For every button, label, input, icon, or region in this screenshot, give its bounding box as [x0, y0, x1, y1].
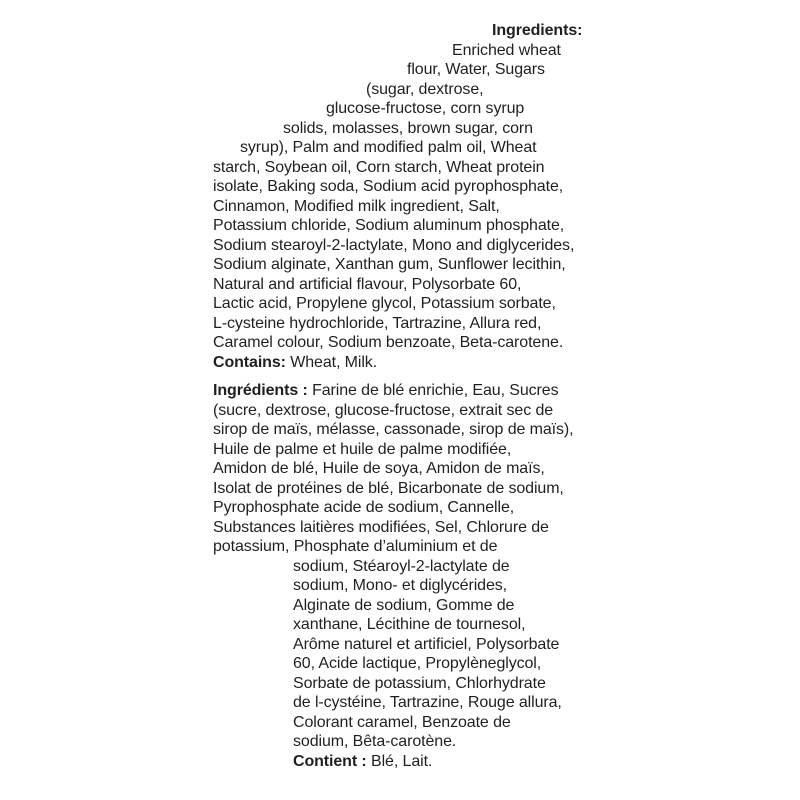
line-text: sodium, Stéaroyl-2-lactylate de [293, 557, 510, 575]
text-line-17 [213, 333, 582, 353]
text-line-3 [407, 60, 582, 80]
text-line-9 [213, 177, 582, 197]
text-line-25 [213, 498, 582, 518]
line-text: Sodium stearoyl-2-lactylate, Mono and diglycerides, [213, 236, 575, 254]
text-line-26 [213, 518, 582, 538]
line-text: Amidon de blé, Huile de soya, Amidon de maïs, [213, 460, 545, 477]
line-text: Substances laitières modifiées, Sel, Chlorure de [213, 518, 549, 536]
section-heading: Contient : [293, 752, 367, 770]
text-line-15 [213, 294, 582, 314]
line-text: Isolat de protéines de blé, Bicarbonate de sodium, [213, 479, 564, 497]
text-line-20 [213, 401, 582, 421]
text-line-21 [213, 420, 582, 440]
line-text: Lactic acid, Propylene glycol, Potassium sorbate, [213, 295, 556, 312]
text-line-12 [213, 236, 582, 256]
text-line-37 [293, 732, 582, 752]
text-line-2 [452, 41, 582, 61]
section-heading: Ingrédients : [213, 382, 308, 399]
text-line-31 [293, 615, 582, 635]
section-heading: Contains: [213, 353, 286, 371]
line-text: syrup), Palm and modified palm oil, Wheat [240, 139, 537, 156]
text-line-24 [213, 479, 582, 499]
line-text: xanthane, Lécithine de tournesol, [293, 616, 526, 633]
line-text: sodium, Mono- et diglycérides, [293, 577, 507, 594]
line-text: Wheat, Milk. [285, 353, 378, 371]
line-text: flour, Water, Sugars [407, 61, 545, 78]
line-text: (sugar, dextrose, [366, 80, 484, 98]
section-heading: Ingredients: [492, 22, 583, 39]
line-text: Caramel colour, Sodium benzoate, Beta-carotene. [213, 334, 564, 351]
text-line-14 [213, 275, 582, 295]
line-text: solids, molasses, brown sugar, corn [283, 119, 533, 137]
line-text: starch, Soybean oil, Corn starch, Wheat protein [213, 158, 545, 176]
line-text: 60, Acide lactique, Propylèneglycol, [293, 655, 542, 672]
line-text: sodium, Bêta-carotène. [293, 733, 457, 750]
text-line-19 [213, 381, 582, 401]
line-text: isolate, Baking soda, Sodium acid pyrophosphate, [213, 178, 564, 195]
line-text: Enriched wheat [452, 41, 561, 59]
line-text: Sodium alginate, Xanthan gum, Sunflower lecithin, [213, 256, 566, 273]
line-text: Blé, Lait. [366, 752, 433, 770]
text-line-5 [326, 99, 582, 119]
text-line-10 [213, 197, 582, 217]
text-line-28 [293, 557, 582, 577]
text-line-8 [213, 158, 582, 178]
text-line-16 [213, 314, 582, 334]
line-text: Colorant caramel, Benzoate de [293, 713, 511, 731]
text-line-23 [213, 459, 582, 479]
text-line-18 [213, 353, 582, 373]
text-line-34 [293, 674, 582, 694]
text-line-13 [213, 255, 582, 275]
line-text: (sucre, dextrose, glucose-fructose, extrait sec de [213, 401, 554, 419]
ingredients-text-block [213, 21, 582, 771]
text-line-7 [240, 138, 582, 158]
text-line-38 [293, 752, 582, 772]
text-line-27 [213, 537, 582, 557]
line-text: Alginate de sodium, Gomme de [293, 596, 515, 614]
line-text: L-cysteine hydrochloride, Tartrazine, Allura red, [213, 314, 542, 332]
text-line-33 [293, 654, 582, 674]
line-text: Natural and artificial flavour, Polysorbate 60, [213, 275, 522, 293]
text-line-11 [213, 216, 582, 236]
text-line-1 [492, 21, 582, 41]
text-line-4 [366, 80, 582, 100]
text-line-6 [283, 119, 582, 139]
text-line-29 [293, 576, 582, 596]
text-line-30 [293, 596, 582, 616]
text-line-35 [293, 693, 582, 713]
line-text: Potassium chloride, Sodium aluminum phosphate, [213, 217, 565, 234]
line-text: sirop de maïs, mélasse, cassonade, sirop de maïs), [213, 421, 574, 438]
text-line-36 [293, 713, 582, 733]
line-text: Farine de blé enrichie, Eau, Sucres [307, 382, 559, 399]
line-text: Huile de palme et huile de palme modifiée, [213, 440, 512, 458]
line-text: Sorbate de potassium, Chlorhydrate [293, 674, 546, 692]
text-line-22 [213, 440, 582, 460]
line-text: Pyrophosphate acide de sodium, Cannelle, [213, 499, 515, 516]
line-text: potassium, Phosphate d’aluminium et de [213, 538, 498, 555]
line-text: Cinnamon, Modified milk ingredient, Salt, [213, 197, 500, 215]
line-text: de l-cystéine, Tartrazine, Rouge allura, [293, 694, 562, 711]
line-text: glucose-fructose, corn syrup [326, 100, 525, 117]
text-line-32 [293, 635, 582, 655]
line-text: Arôme naturel et artificiel, Polysorbate [293, 635, 560, 653]
